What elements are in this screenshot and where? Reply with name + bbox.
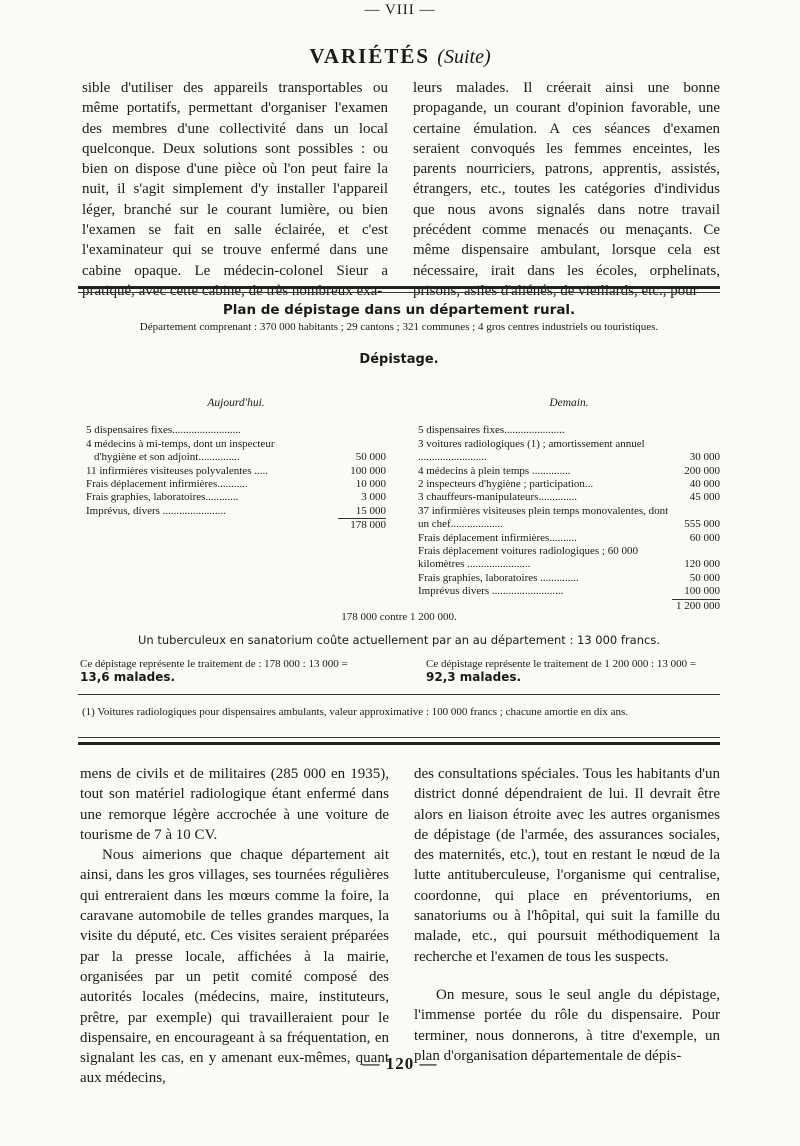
today-total: 178 000 <box>350 519 386 532</box>
comparison-line: 178 000 contre 1 200 000. <box>341 611 457 623</box>
plan-subtitle: Département comprenant : 370 000 habitants ; 29 cantons ; 321 communes ; 4 gros centres industriels ou touristiques. <box>139 321 659 334</box>
section-title <box>0 44 800 69</box>
table-row: Frais déplacement infirmières.......... 60 000 <box>418 531 720 544</box>
table-bottom-rule <box>78 742 720 745</box>
today-column <box>86 397 386 533</box>
paragraph: Nous aimerions que chaque département ait ainsi, dans les gros villages, ses tournées régulières qui entreraient dans les mœurs comme la foire, la caravane automobile de telles grandes marques, la visite du député, etc. Ces visites seraient préparées par la presse locale, affichées à la mairie, organisées par un petit comité composé des autorités locales (médecins, maire, instituteurs, prêtre, par exemple) qui travailleraient pour le dispensaire, en encourageant à sa fréquentation, en signalant les cas, en y amenant eux-mêmes, quant aux médecins, <box>80 847 389 1087</box>
paragraph: On mesure, sous le seul angle du dépistage, l'immense portée du rôle du dispensaire. Pour terminer, nous donnerons, à titre d'exemple, un plan d'organisation départementale de dépis- <box>414 986 720 1064</box>
result-tomorrow-text: Ce dépistage représente le traitement de 1 200 000 : 13 000 = <box>426 658 697 670</box>
table-row: d'hygiène et son adjoint............... 50 000 <box>94 451 386 464</box>
folio: — VIII — <box>364 2 436 18</box>
table-row: Frais graphies, laboratoires............ 3 000 <box>86 491 386 504</box>
result-today-text: Ce dépistage représente le traitement de : 178 000 : 13 000 = <box>80 658 348 670</box>
bottom-left-column <box>80 764 389 1089</box>
result-tomorrow-value: 92,3 malades. <box>426 670 522 685</box>
total-row <box>86 519 386 532</box>
today-heading: Aujourd'hui. <box>207 397 265 409</box>
table-row: Imprévus divers .......................... 100 000 <box>418 585 720 599</box>
depistage-heading: Dépistage. <box>359 351 439 367</box>
table-row: 3 chauffeurs-manipulateurs.............. 45 000 <box>418 491 720 504</box>
paragraph: sible d'utiliser des appareils transportables ou même portatifs, permettant d'organiser l'examen des membres d'une collectivité dans un local quelconque. Deux solutions sont possibles : ou bien on dispose d'une pièce où l'on peut faire la nuit, il s'agit simplement d'y installer l'appareil léger, branché sur le courant lumière, ou bien l'examen se fait en salle éclairée, et c'est l'examinateur qui se trouve enfermé dans une cabine opaque. Le médecin-colonel Sieur a pratiqué, avec cette cabine, de très nombreux exa- <box>82 80 388 299</box>
tomorrow-column <box>418 397 720 613</box>
top-right-column <box>413 78 720 301</box>
paragraph: des consultations spéciales. Tous les habitants d'un district donné dépendraient de lui. Il devrait être alors en liaison étroite avec les autres organismes de dépistage (de l'armée, des assurances sociales, des maternités, etc.), tout en restant le nœud de la lutte antituberculeuse, l'organisme qui centralise, coordonne, qui place en préventoriums, en sanatoriums ou à l'hôpital, qui suit la famille du malade, etc., qui poursuit méthodiquement la recherche et l'examen de tous les suspects. <box>414 766 720 965</box>
table-row: Imprévus, divers ....................... 15 000 <box>86 505 386 519</box>
tomorrow-heading: Demain. <box>549 397 589 409</box>
tomorrow-total: 1 200 000 <box>676 599 720 612</box>
plan-table <box>78 304 720 366</box>
table-row: 5 dispensaires fixes......................... <box>86 424 241 437</box>
section-title-suffix: (Suite) <box>437 46 491 68</box>
footnote-rule <box>78 694 720 695</box>
plan-title: Plan de dépistage dans un département rural. <box>222 302 576 318</box>
table-row: 3 voitures radiologiques (1) ; amortissement annuel ......................... 30 000 <box>418 437 720 464</box>
table-footnote: (1) Voitures radiologiques pour dispensaires ambulants, valeur approximative : 100 000 francs ; chacune amortie en dix ans. <box>82 706 629 718</box>
result-today-value: 13,6 malades. <box>80 670 176 685</box>
table-top-rule-thin <box>78 292 720 293</box>
bottom-right-column <box>414 764 720 1066</box>
table-bottom-rule-thin <box>78 737 720 738</box>
table-row: 4 médecins à plein temps .............. 200 000 <box>418 464 720 477</box>
table-row: 4 médecins à mi-temps, dont un inspecteur <box>86 437 275 450</box>
table-row: 2 inspecteurs d'hygiène ; participation... 40 000 <box>418 478 720 491</box>
table-row: 5 dispensaires fixes...................... <box>418 424 565 437</box>
tuberculeux-note: Un tuberculeux en sanatorium coûte actuellement par an au département : 13 000 francs. <box>138 633 660 647</box>
result-today <box>80 658 380 686</box>
table-row: Frais déplacement infirmières........... 10 000 <box>86 478 386 491</box>
section-title-main: VARIÉTÉS <box>309 44 431 68</box>
table-row: Frais graphies, laboratoires .............. 50 000 <box>418 571 720 584</box>
result-tomorrow <box>426 658 720 686</box>
table-row: 37 infirmières visiteuses plein temps monovalentes, dont un chef................... 555 000 <box>418 504 720 531</box>
paragraph: leurs malades. Il créerait ainsi une bonne propagande, un courant d'opinion favorable, une certaine émulation. A ces séances d'examen seraient convoqués les femmes enceintes, les parents nourriciers, patrons, apprentis, assistés, étrangers, etc., toutes les catégories d'individus que nous avons signalés dans notre travail précédent comme menacés ou menaçants. Ce même dispensaire ambulant, lorsque cela est nécessaire, irait dans les écoles, orphelinats, prisons, asiles d'aliénés, de vieillards, etc., pour <box>413 80 720 299</box>
table-row: Frais déplacement voitures radiologiques ; 60 000 kilomètres ....................... 120 000 <box>418 545 720 571</box>
table-top-rule <box>78 286 720 289</box>
top-left-column <box>82 78 388 301</box>
table-row: 11 infirmières visiteuses polyvalentes ..... 100 000 <box>86 464 386 477</box>
paragraph: mens de civils et de militaires (285 000 en 1935), tout son matériel radiologique étant enfermé dans une remorque légère accrochée à une voiture de tourisme de 7 à 10 CV. <box>80 766 389 843</box>
page-number: — 120 — <box>362 1054 438 1073</box>
